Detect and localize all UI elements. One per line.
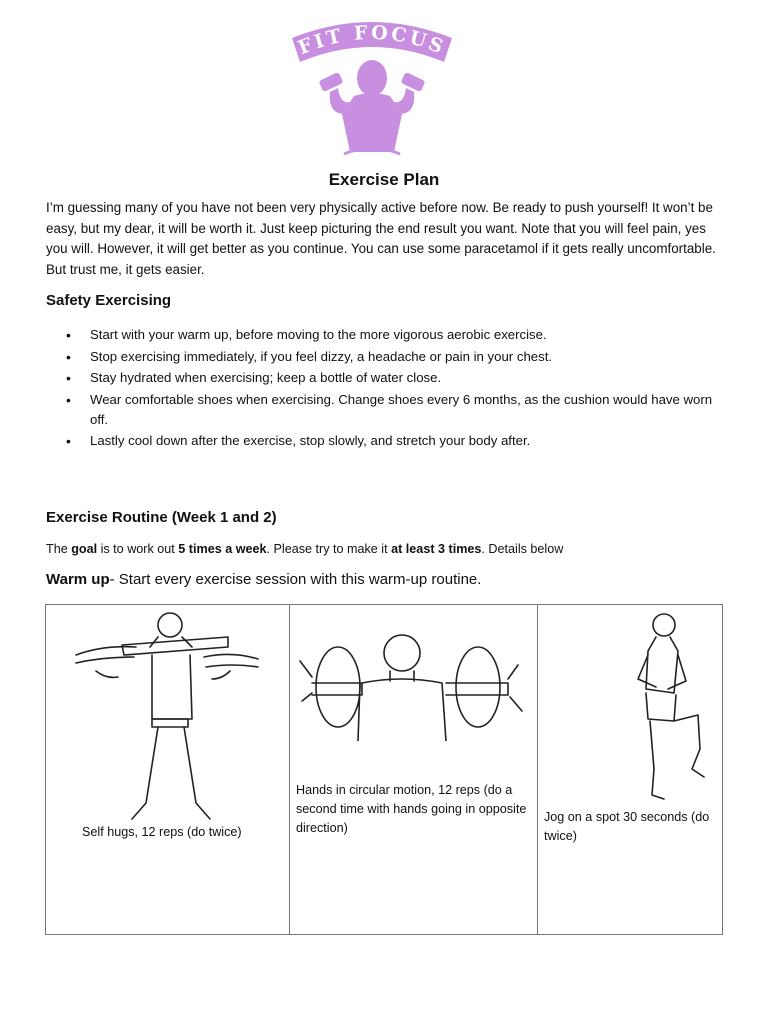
page-title: Exercise Plan <box>328 170 440 189</box>
list-item: • Stop exercising immediately, if you feel dizzy, a headache or pain in your chest. <box>46 347 726 367</box>
routine-heading: Exercise Routine (Week 1 and 2) <box>46 509 277 526</box>
exercise-cell-self-hugs <box>46 605 290 934</box>
warmup-heading: Warm up- Start every exercise session with this warm-up routine. <box>46 571 482 588</box>
exercise-cell-arm-circles <box>290 605 538 934</box>
list-item: • Start with your warm up, before moving to the more vigorous aerobic exercise. <box>46 325 726 345</box>
self-hug-figure-icon <box>72 607 262 821</box>
intro-paragraph: I’m guessing many of you have not been very physically active before now. Be ready to push yourself! It won’t be easy, but my dear, it will be worth it. Just keep picturing the end result you want. Note that you will feel pain, yes you will. However, it will get better as you continue. You can use some paracetamol if it gets really uncomfortable. But trust me, it gets easier. <box>46 200 716 277</box>
warmup-table <box>45 604 723 935</box>
goal-text: The goal is to work out 5 times a week. Please try to make it at least 3 times. Details below <box>46 542 564 556</box>
list-item: • Stay hydrated when exercising; keep a bottle of water close. <box>46 368 726 388</box>
exercise-caption: Hands in circular motion, 12 reps (do a second time with hands going in opposite direction) <box>296 783 527 835</box>
list-item: • Wear comfortable shoes when exercising. Change shoes every 6 months, as the cushion would have worn off. <box>46 390 726 430</box>
exercise-caption: Self hugs, 12 reps (do twice) <box>82 825 242 839</box>
fit-focus-logo <box>284 12 460 162</box>
svg-text:FIT FOCUS: FIT FOCUS <box>295 21 449 60</box>
jogging-figure-icon <box>634 609 710 809</box>
arm-circles-figure-icon <box>298 621 526 741</box>
exercise-cell-jog <box>538 605 722 934</box>
safety-heading: Safety Exercising <box>46 292 172 309</box>
list-item: • Lastly cool down after the exercise, stop slowly, and stretch your body after. <box>46 431 726 451</box>
exercise-caption: Jog on a spot 30 seconds (do twice) <box>544 810 710 843</box>
safety-list <box>46 325 726 453</box>
